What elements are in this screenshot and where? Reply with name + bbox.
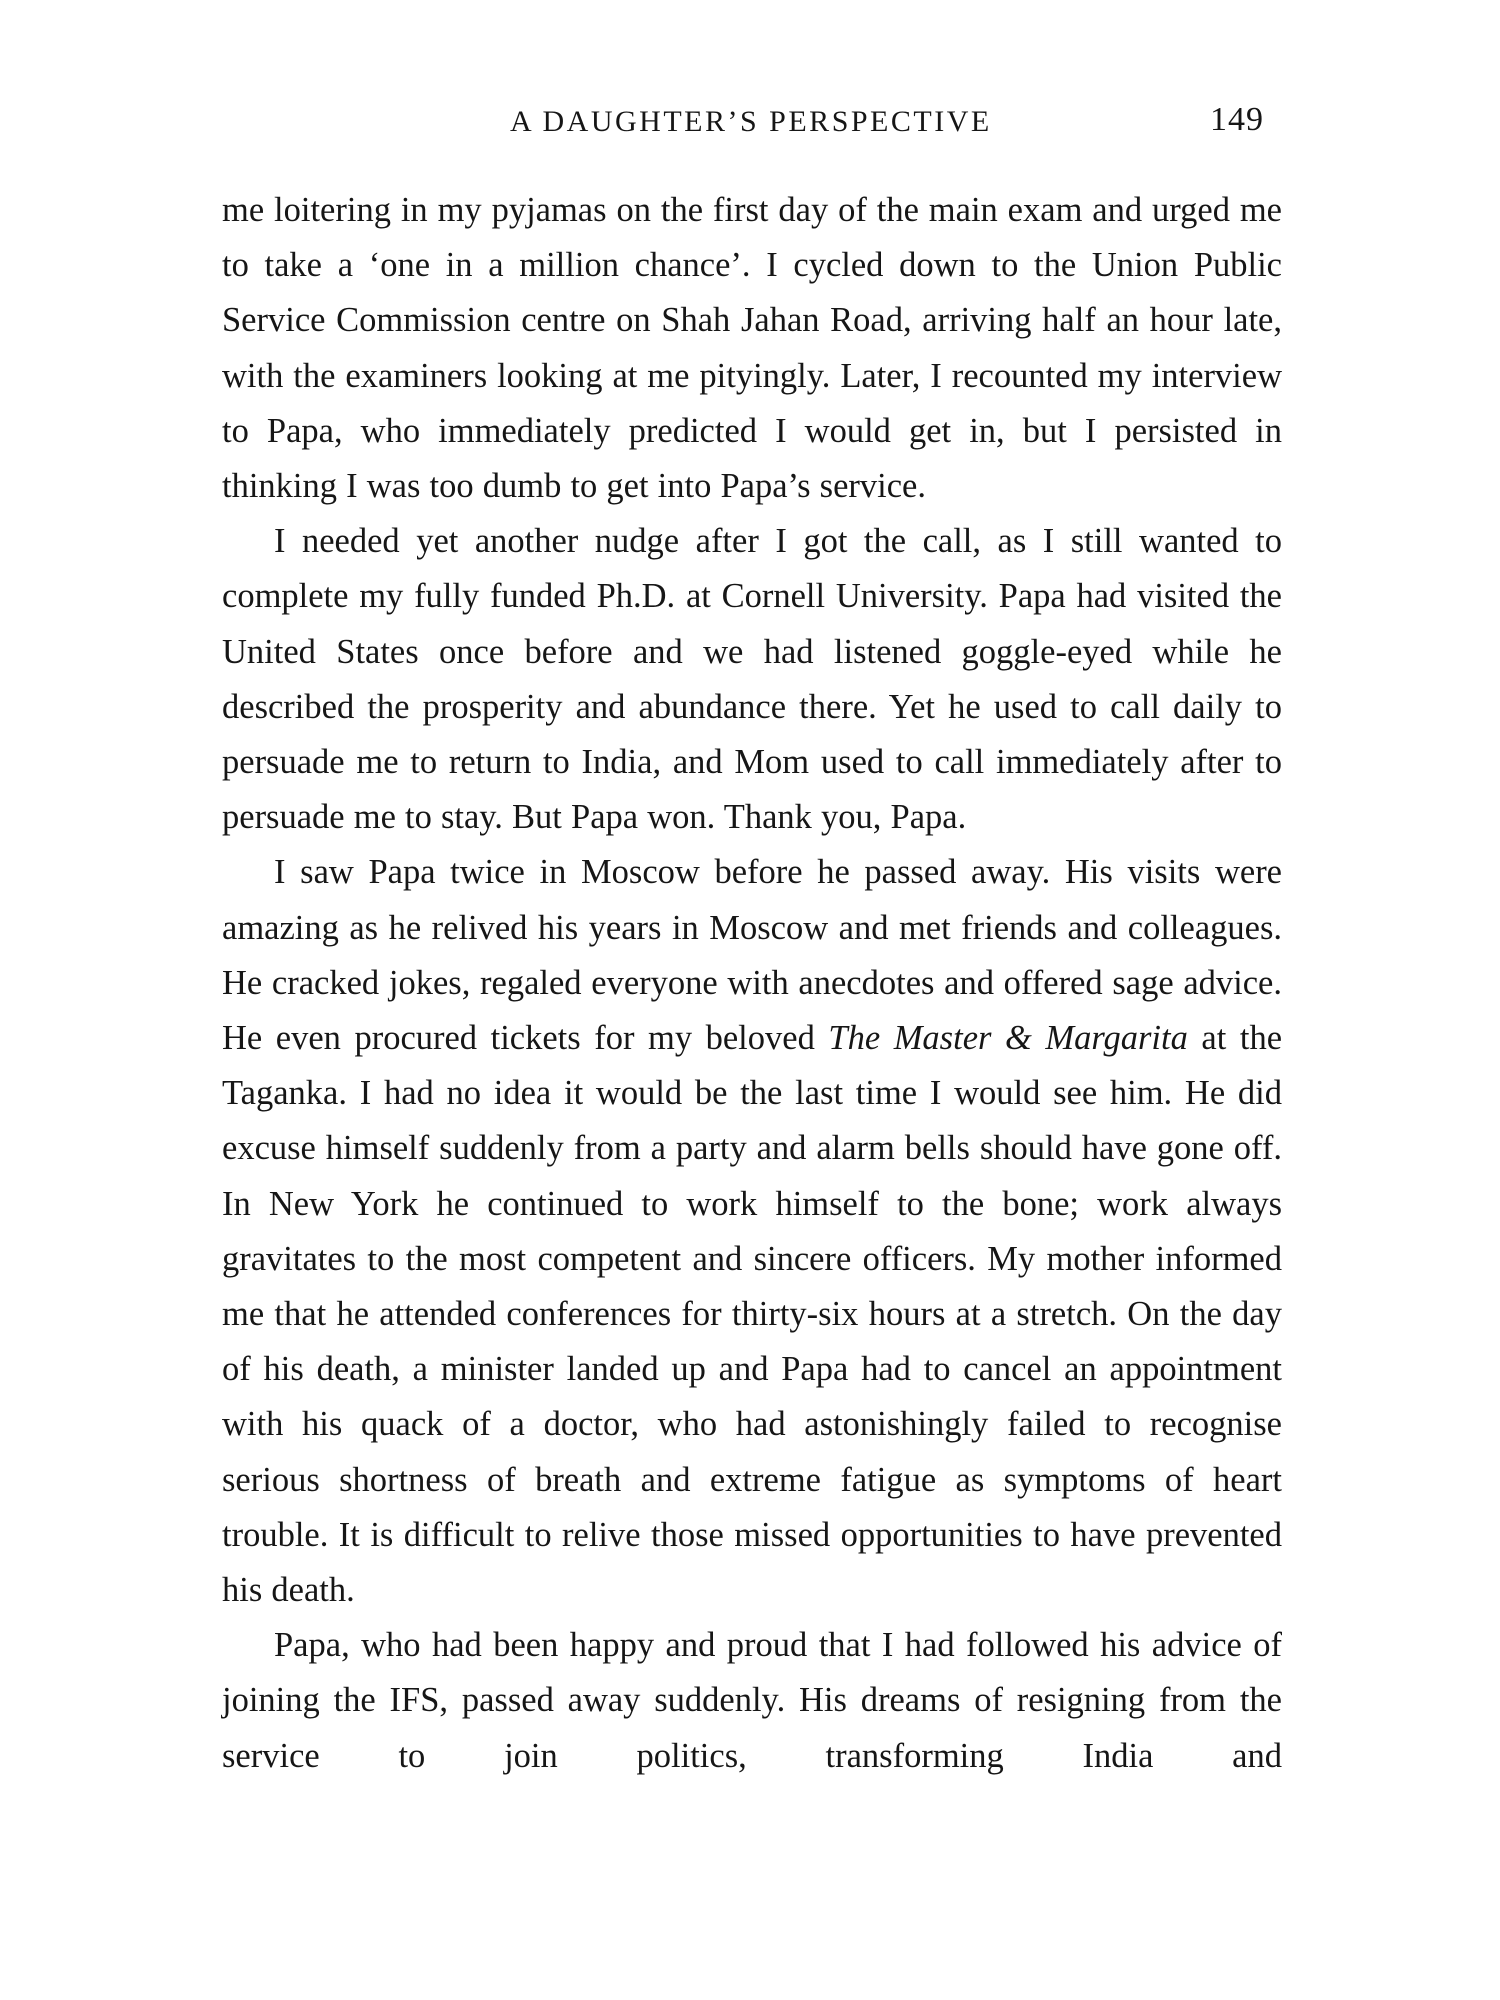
paragraph-4: Papa, who had been happy and proud that I had followed his advice of joining the IFS, passed away suddenly. His dreams of resigning from the service to join politics, transforming India and [222, 1626, 1282, 1775]
paragraph-3-text-after: at the Taganka. I had no idea it would be the last time I would see him. He did excuse himself suddenly from a party and alarm bells should have gone off. In New York he continued to work himself to the bone; work always gravitates to the most competent and sincere officers. My mother informed me that he attended conferences for thirty-six hours at a stretch. On the day of his death, a minister landed up and Papa had to cancel an appointment with his quack of a doctor, who had astonishingly failed to recognise serious shortness of breath and extreme fatigue as symptoms of heart trouble. It is difficult to relive those missed opportunities to have prevented his death. [222, 1019, 1283, 1610]
page-number: 149 [1210, 101, 1264, 138]
running-title: A DAUGHTER’S PERSPECTIVE [510, 105, 992, 138]
paragraph-2: I needed yet another nudge after I got the call, as I still wanted to complete my fully funded Ph.D. at Cornell University. Papa had visited the United States once before and we had listened goggle-eyed while he described the prosperity and abundance there. Yet he used to call daily to persuade me to return to India, and Mom used to call immediately after to persuade me to stay. But Papa won. Thank you, Papa. [222, 522, 1282, 837]
book-title-italic: The Master & Margarita [828, 1019, 1188, 1058]
paragraph-1: me loitering in my pyjamas on the first day of the main exam and urged me to take a ‘one in a million chance’. I cycled down to the Union Public Service Commission centre on Shah Jahan Road, arriving half an hour late, with the examiners looking at me pityingly. Later, I recounted my interview to Papa, who immediately predicted I would get in, but I persisted in thinking I was too dumb to get into Papa’s service. [222, 191, 1282, 506]
body-text [222, 183, 1282, 1784]
paragraph-3 [222, 845, 1282, 1618]
paragraph-3-text-before: I saw Papa twice in Moscow before he passed away. His visits were amazing as he relived his years in Moscow and met friends and colleagues. He cracked jokes, regaled everyone with anecdotes and offered sage advice. He even procured tickets for my beloved [222, 853, 1282, 1058]
